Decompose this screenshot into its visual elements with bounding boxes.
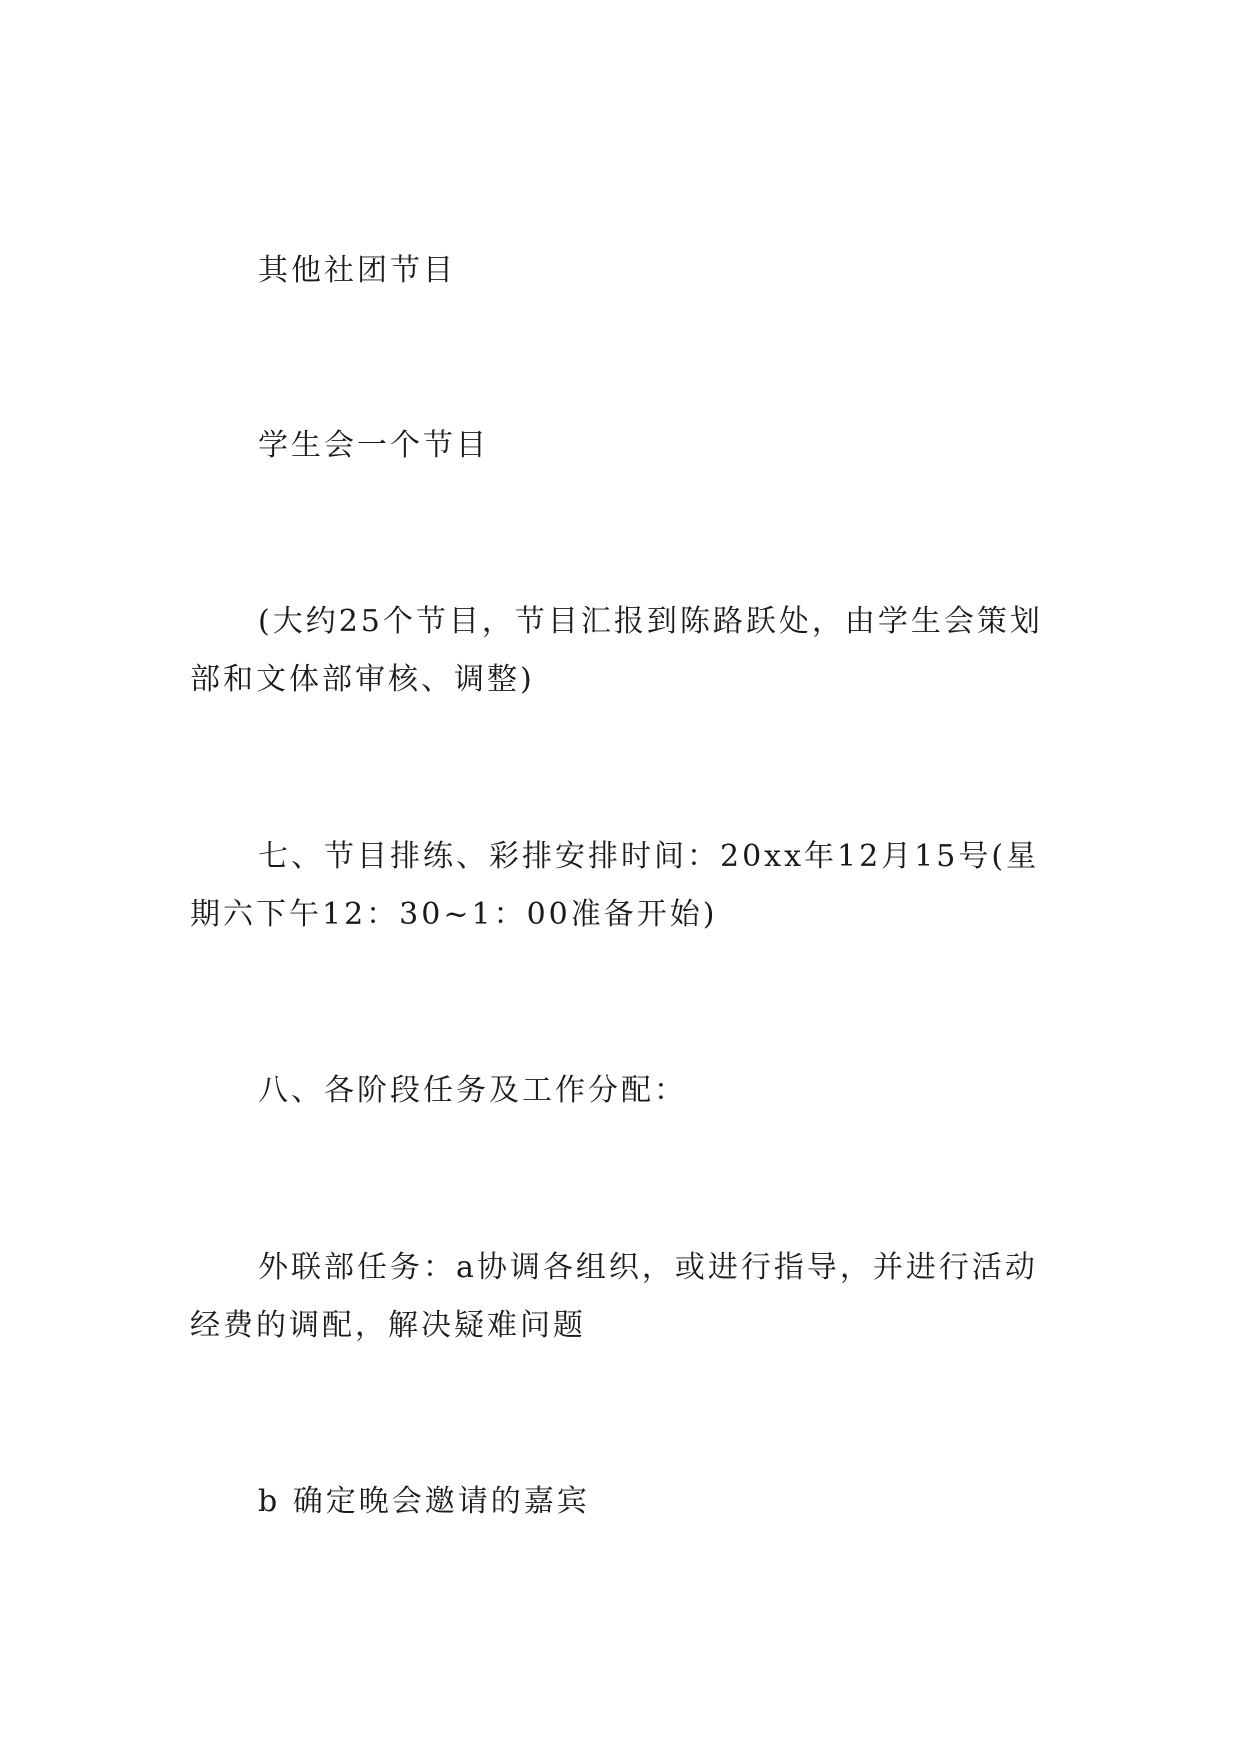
paragraph-rehearsal-schedule: 七、节目排练、彩排安排时间：20xx年12月15号(星期六下午12：30~1：00准备开始) xyxy=(190,839,1040,932)
paragraph-external-liaison-task-a: 外联部任务：a协调各组织，或进行指导，并进行活动经费的调配，解决疑难问题 xyxy=(190,1250,1038,1343)
paragraph-external-liaison-task-b: b 确定晚会邀请的嘉宾 xyxy=(258,1484,590,1519)
paragraph-student-union-program: 学生会一个节目 xyxy=(258,428,489,463)
paragraph-program-review-note: (大约25个节目，节目汇报到陈路跃处，由学生会策划部和文体部审核、调整) xyxy=(190,604,1043,697)
paragraph-other-club-programs: 其他社团节目 xyxy=(258,253,456,288)
paragraph-task-assignment-heading: 八、各阶段任务及工作分配： xyxy=(258,1073,687,1108)
